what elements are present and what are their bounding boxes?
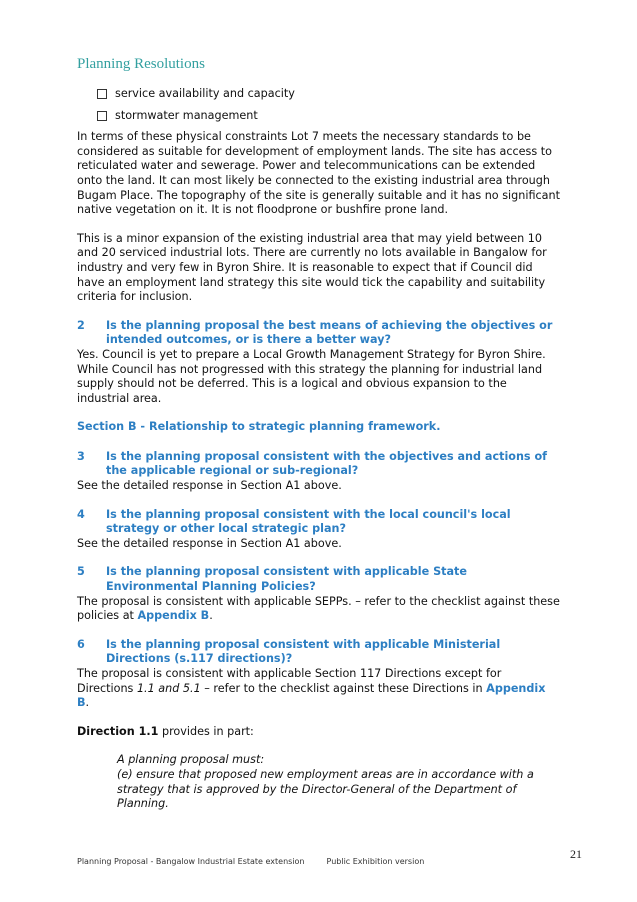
footer-document-title: Planning Proposal - Bangalow Industrial Estate extension: [77, 857, 305, 866]
question-number: 3: [77, 449, 85, 463]
answer-5: The proposal is consistent with applicable SEPPs. – refer to the checklist against these policies at Appendix B.: [77, 594, 560, 623]
answer-2: Yes. Council is yet to prepare a Local Growth Management Strategy for Byron Shire. While Council has not progressed with this strategy the planning for industrial land supply should not be deferred. This is a logical and obvious expansion to the industrial area.: [77, 347, 546, 405]
checkbox-bullet-icon: [97, 111, 107, 121]
list-item: service availability and capacity: [97, 87, 561, 102]
direction-intro: Direction 1.1 provides in part:: [77, 724, 254, 738]
question-number: 5: [77, 565, 85, 579]
question-6: 6 Is the planning proposal consistent with applicable Ministerial Directions (s.117 directions)?: [77, 637, 501, 666]
direction-quote: A planning proposal must: (e) ensure that proposed new employment areas are in accordance with a strategy that is approved by the Director-General of the Department of Planning.: [117, 753, 534, 811]
bullet-list: [77, 87, 561, 123]
page-number: 21: [570, 847, 582, 861]
appendix-b-link[interactable]: Appendix B: [77, 681, 546, 710]
page-title: Planning Resolutions: [77, 56, 205, 72]
question-number: 6: [77, 637, 85, 651]
paragraph-constraints: In terms of these physical constraints Lot 7 meets the necessary standards to be considered as suitable for development of employment lands. The site has access to reticulated water and sewerage. Power and telecommunications can be extended onto the land. It can most likely be connected to the existing industrial area through Bugam Place. The topography of the site is generally suitable and it has no significant native vegetation on it. It is not floodprone or bushfire prone land.: [77, 130, 560, 217]
footer-version: Public Exhibition version: [326, 857, 425, 866]
question-5: 5 Is the planning proposal consistent with applicable State Environmental Planning Policies?: [77, 565, 467, 594]
question-4: 4 Is the planning proposal consistent with the local council's local strategy or other local strategic plan?: [77, 507, 511, 536]
appendix-b-link[interactable]: Appendix B: [137, 609, 210, 623]
answer-6: The proposal is consistent with applicable Section 117 Directions except for Directions 1.1 and 5.1 – refer to the checklist against these Directions in Appendix B.: [77, 667, 546, 710]
question-number: 4: [77, 507, 85, 521]
answer-3: See the detailed response in Section A1 above.: [77, 479, 342, 493]
question-2: 2 Is the planning proposal the best means of achieving the objectives or intended outcomes, or is there a better way?: [77, 318, 553, 347]
question-number: 2: [77, 318, 85, 332]
list-item: stormwater management: [97, 109, 561, 124]
question-3: 3 Is the planning proposal consistent with the objectives and actions of the applicable regional or sub-regional?: [77, 449, 548, 478]
document-body: [77, 87, 561, 812]
answer-4: See the detailed response in Section A1 above.: [77, 536, 342, 550]
page-footer: [77, 857, 424, 866]
checkbox-bullet-icon: [97, 89, 107, 99]
section-heading: Section B - Relationship to strategic planning framework.: [77, 420, 441, 434]
paragraph-expansion: This is a minor expansion of the existing industrial area that may yield between 10 and 20 serviced industrial lots. There are currently no lots available in Bangalow for industry and very few in Byron Shire. It is reasonable to expect that if Council did have an employment land strategy this site would tick the capability and suitability criteria for inclusion.: [77, 231, 547, 304]
